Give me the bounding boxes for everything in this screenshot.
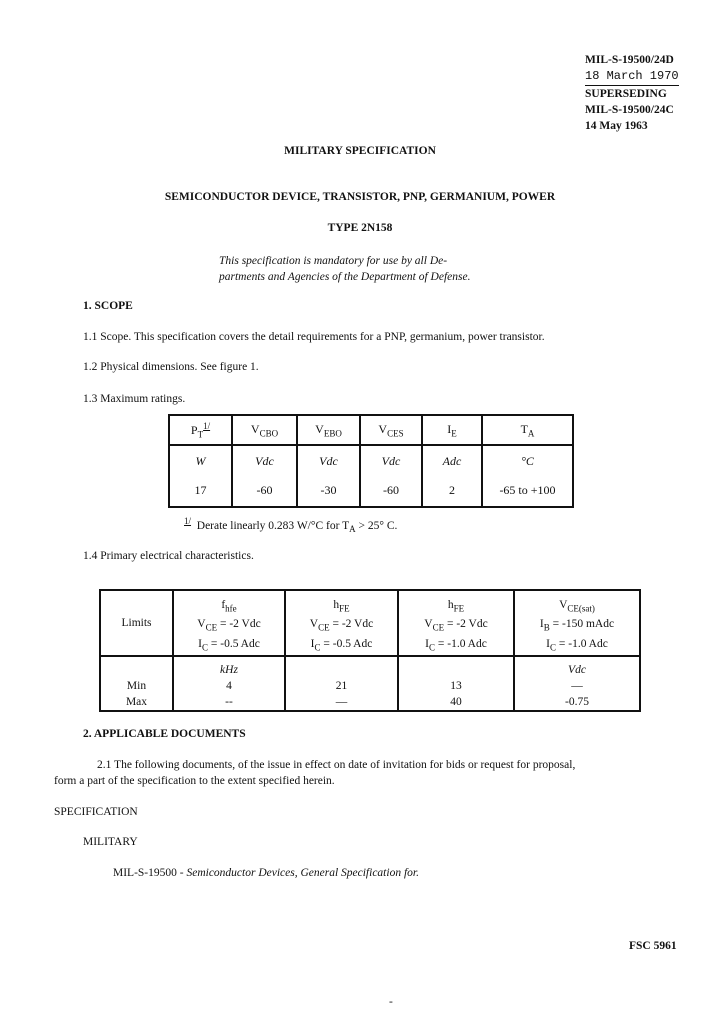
type-line: TYPE 2N158 xyxy=(327,222,393,234)
spec-type-title: MILITARY SPECIFICATION xyxy=(284,145,436,157)
ratings-cell-vebo: Vdc -30 xyxy=(297,445,360,507)
ratings-header-vcbo: $V_{CBO}$ xyxy=(232,415,297,445)
docs-heading: 2. APPLICABLE DOCUMENTS xyxy=(83,728,246,740)
ratings-cell-vcbo: Vdc -60 xyxy=(232,445,297,507)
mandatory-line-1: This specification is mandatory for use by all De- xyxy=(219,255,448,267)
page-mark: - xyxy=(389,996,393,1008)
ratings-header-pt: $P_T^{1/}$ xyxy=(169,415,232,445)
ratings-cell-ie: Adc 2 xyxy=(422,445,482,507)
electrical-cell-hfe-1: 21 — xyxy=(285,656,398,711)
ratings-footnote: $^{1/}$ Derate linearly 0.283 W/°C for $T_A > 25^\circ$ C. xyxy=(184,516,398,535)
reference-id: MIL-S-19500 - xyxy=(113,867,184,879)
ratings-cell-ta: °C -65 to +100 xyxy=(482,445,573,507)
reference-title: Semiconductor Devices, General Specification for. xyxy=(186,867,419,879)
superseded-date: 14 May 1963 xyxy=(585,120,648,133)
military-heading: MILITARY xyxy=(83,836,138,848)
ratings-data-row xyxy=(169,445,573,507)
reference-mil-s-19500 xyxy=(113,867,419,879)
maximum-ratings-table xyxy=(168,414,574,508)
footnote-text: Derate linearly 0.283 W/°C for xyxy=(196,519,340,532)
electrical-characteristics-table xyxy=(99,589,641,712)
ratings-header-vces: $V_{CES}$ xyxy=(360,415,422,445)
scope-paragraph-1-3: 1.3 Maximum ratings. xyxy=(83,393,186,405)
ratings-header-ie: $I_E$ xyxy=(422,415,482,445)
electrical-cell-hfe-2: 13 40 xyxy=(398,656,514,711)
fsc-code: FSC 5961 xyxy=(629,940,677,952)
limits-header: Limits xyxy=(100,590,173,656)
superseding-label: SUPERSEDING xyxy=(585,87,667,100)
ratings-cell-vces: Vdc -60 xyxy=(360,445,422,507)
electrical-header-hfe-2: $h_{FE}$ $V_{CE} = -2$ Vdc $I_C = -1.0$ Adc xyxy=(398,590,514,656)
ratings-header-ta: $T_A$ xyxy=(482,415,573,445)
document-date: 18 March 1970 xyxy=(585,68,679,85)
electrical-cell-vcesat: Vdc — -0.75 xyxy=(514,656,640,711)
min-label: Min xyxy=(126,679,147,692)
mandatory-line-2: partments and Agencies of the Department of Defense. xyxy=(219,271,471,283)
electrical-header-fhfe: $f_{hfe}$ $V_{CE} = -2$ Vdc $I_C = -0.5$ Adc xyxy=(173,590,285,656)
superseded-id: MIL-S-19500/24C xyxy=(585,103,674,116)
specification-heading: SPECIFICATION xyxy=(54,806,138,818)
scope-paragraph-1-1: 1.1 Scope. This specification covers the detail requirements for a PNP, germanium, power transistor. xyxy=(83,331,545,343)
document-header xyxy=(585,52,679,134)
ratings-cell-pt: W 17 xyxy=(169,445,232,507)
limits-labels-cell xyxy=(100,656,173,711)
subject-title: SEMICONDUCTOR DEVICE, TRANSISTOR, PNP, GERMANIUM, POWER xyxy=(164,191,556,203)
max-label: Max xyxy=(125,695,148,708)
electrical-data-row xyxy=(100,656,640,711)
ratings-header-row xyxy=(169,415,573,445)
mandatory-notice xyxy=(219,253,529,285)
scope-paragraph-1-4: 1.4 Primary electrical characteristics. xyxy=(83,550,254,562)
scope-heading: 1. SCOPE xyxy=(83,300,133,312)
docs-paragraph-2-1-line-2: form a part of the specification to the extent specified herein. xyxy=(54,775,335,787)
electrical-header-hfe-1: $h_{FE}$ $V_{CE} = -2$ Vdc $I_C = -0.5$ Adc xyxy=(285,590,398,656)
scope-paragraph-1-2: 1.2 Physical dimensions. See figure 1. xyxy=(83,361,259,373)
footnote-mark: 1/ xyxy=(184,516,192,526)
document-id: MIL-S-19500/24D xyxy=(585,54,674,66)
ratings-header-vebo: $V_{EBO}$ xyxy=(297,415,360,445)
electrical-header-row xyxy=(100,590,640,656)
docs-paragraph-2-1-line-1: 2.1 The following documents, of the issue in effect on date of invitation for bids or request for proposal, xyxy=(97,759,576,771)
electrical-header-vcesat: $V_{CE(sat)}$ $I_B = -150$ mAdc $I_C = -1.0$ Adc xyxy=(514,590,640,656)
electrical-cell-fhfe: kHz 4 -- xyxy=(173,656,285,711)
